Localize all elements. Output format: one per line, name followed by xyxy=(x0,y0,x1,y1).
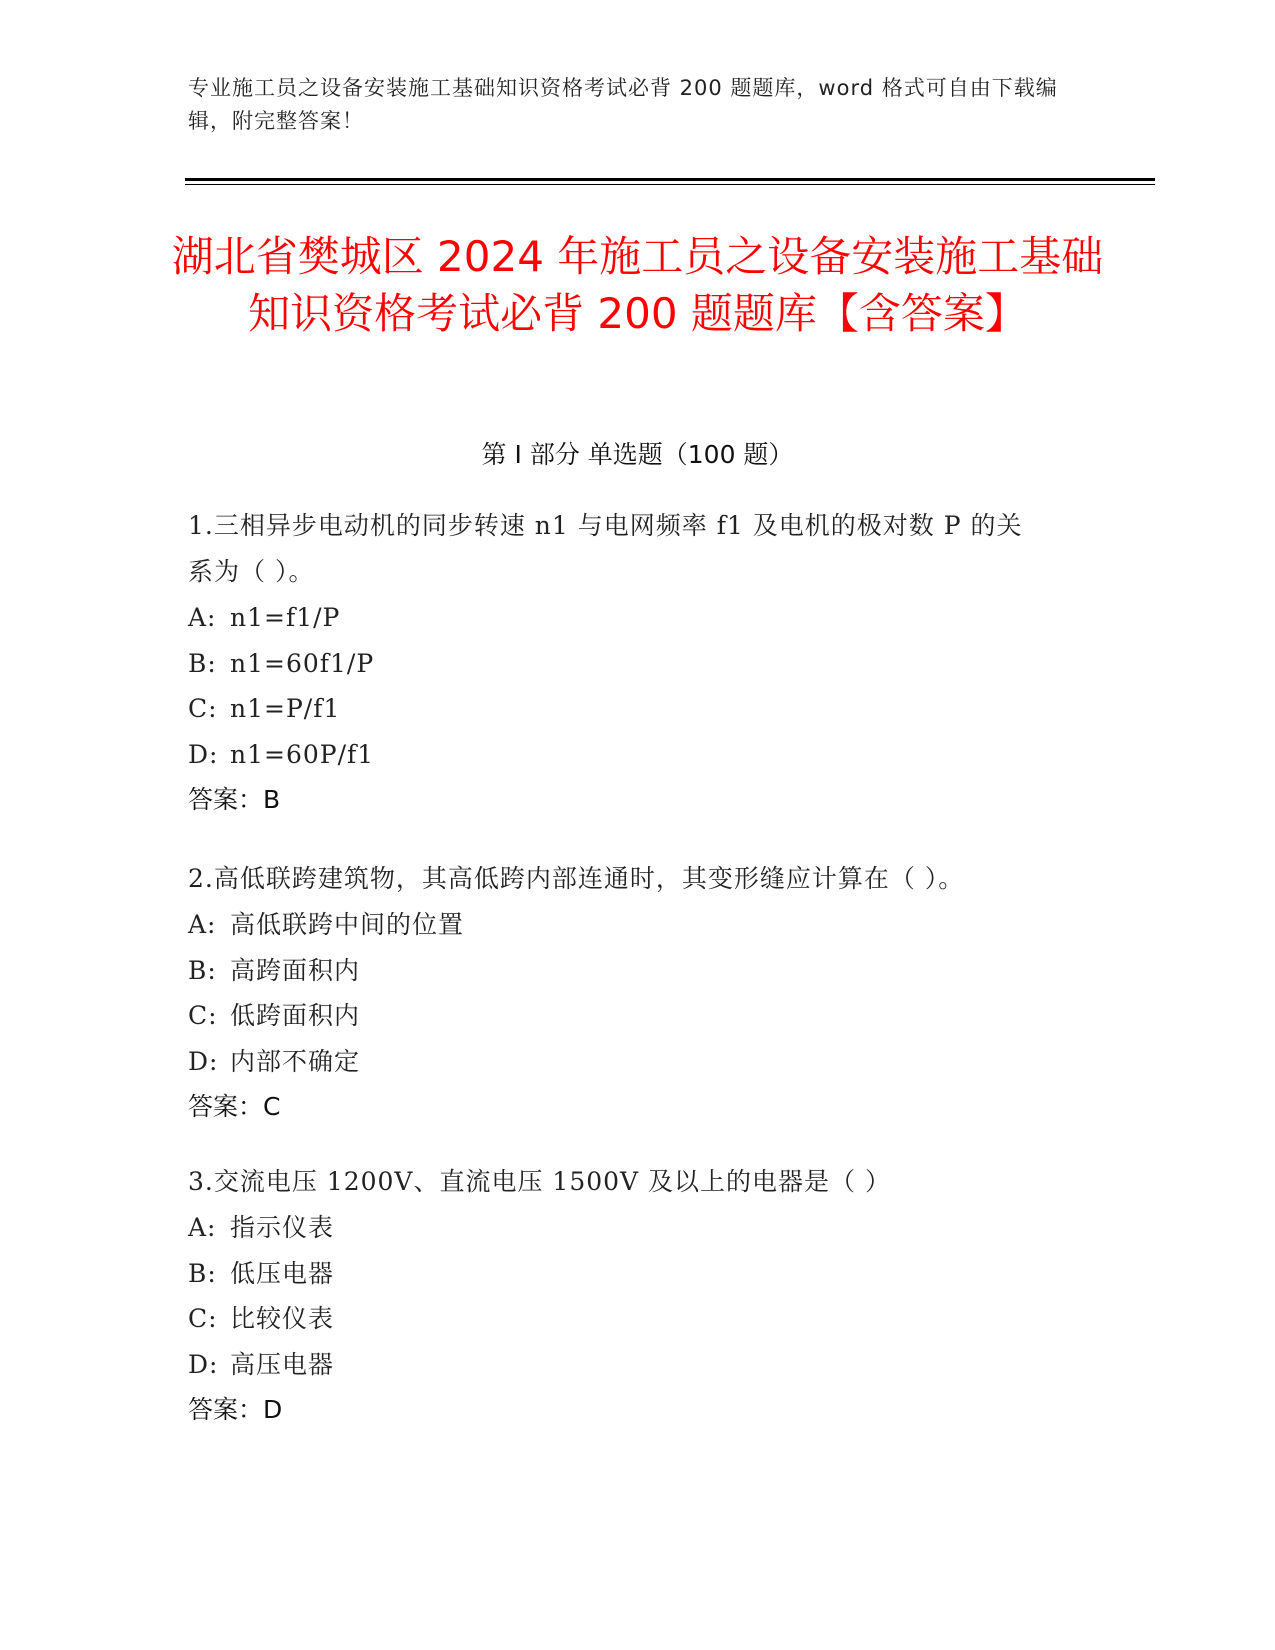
option-text: 高跨面积内 xyxy=(230,955,361,985)
option-b xyxy=(188,641,1068,687)
option-letter: C: xyxy=(188,1304,218,1333)
header-divider-thin xyxy=(185,184,1155,185)
option-letter: A: xyxy=(188,603,217,632)
answer-label: 答案：C xyxy=(188,1092,281,1121)
question-stem: 1.三相异步电动机的同步转速 n1 与电网频率 f1 及电机的极对数 P 的关系为（ ）。 xyxy=(188,511,1023,586)
question-stem: 2.高低联跨建筑物，其高低跨内部连通时，其变形缝应计算在（ ）。 xyxy=(188,864,965,893)
option-b xyxy=(188,948,1068,994)
option-c xyxy=(188,686,1068,732)
option-b xyxy=(188,1251,1068,1297)
option-a xyxy=(188,595,1068,641)
section-heading: 第 I 部分 单选题（100 题） xyxy=(481,440,794,469)
option-c xyxy=(188,993,1068,1039)
option-letter: C: xyxy=(188,1001,218,1030)
question-stem: 3.交流电压 1200V、直流电压 1500V 及以上的电器是（ ） xyxy=(188,1167,891,1196)
option-text: 低跨面积内 xyxy=(230,1001,361,1030)
option-d xyxy=(188,1039,1068,1085)
option-text: n1=60f1/P xyxy=(230,648,375,678)
option-letter: B: xyxy=(188,1258,217,1288)
option-letter: D: xyxy=(188,1349,219,1379)
question-3 xyxy=(188,1159,1068,1432)
question-1 xyxy=(188,503,1068,822)
option-letter: D: xyxy=(188,1046,219,1076)
option-text: 指示仪表 xyxy=(230,1213,335,1242)
option-d xyxy=(188,1342,1068,1388)
option-letter: A: xyxy=(188,1213,217,1242)
option-text: 内部不确定 xyxy=(230,1046,361,1076)
header-note: 专业施工员之设备安装施工基础知识资格考试必背 200 题题库，word 格式可自由下载编辑，附完整答案！ xyxy=(188,76,1058,133)
option-text: 比较仪表 xyxy=(230,1304,335,1333)
option-text: 高压电器 xyxy=(230,1349,335,1379)
option-text: 低压电器 xyxy=(230,1258,335,1288)
option-letter: C: xyxy=(188,694,218,723)
option-letter: A: xyxy=(188,910,217,939)
option-c xyxy=(188,1296,1068,1342)
option-text: 高低联跨中间的位置 xyxy=(230,910,465,939)
option-a xyxy=(188,902,1068,948)
header-divider-thick xyxy=(185,178,1155,181)
answer-label: 答案：D xyxy=(188,1395,283,1424)
option-text: n1=f1/P xyxy=(230,603,341,632)
question-2 xyxy=(188,856,1068,1129)
document-title: 湖北省樊城区 2024 年施工员之设备安装施工基础知识资格考试必背 200 题题库【含答案】 xyxy=(171,232,1104,338)
option-text: n1=60P/f1 xyxy=(230,739,375,769)
option-a xyxy=(188,1205,1068,1251)
answer-label: 答案：B xyxy=(188,785,281,814)
option-letter: B: xyxy=(188,648,217,678)
option-letter: D: xyxy=(188,739,219,769)
option-d xyxy=(188,732,1068,778)
option-text: n1=P/f1 xyxy=(230,694,341,723)
option-letter: B: xyxy=(188,955,217,985)
